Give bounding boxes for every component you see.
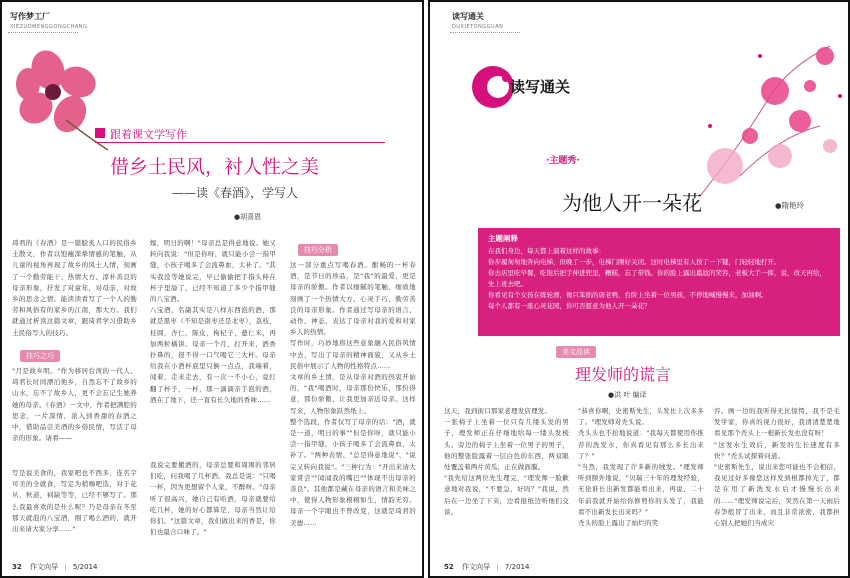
theme-explanation-text: 在我们身边，每天都上演着这样的故事： 你步履匆匆地奔向电梯，但晚了一步，电梯门刚好关闭。这时电梯里有人按了一下键，门轻轻地打开。 你去店里吃早餐，吃饱后把手伸进兜里，糟糕，忘了带钱。你的脸上露出尴尬的笑容，老板大手一挥，说，改天再给，先上班去吧。 你看见有个女孩在练轮滑，像只笨拙的唐老鸭，台阶上坐着一位男孩，不停地喊慢慢来，加油啊。 每个人都有一座心灵花园，你可否愿意为他人开一朵花？ [488,247,826,310]
column-title: 读写通关 [510,78,571,96]
left-magazine-name: 作文向导 [29,563,58,571]
section1-paragraph: "月是故乡明。"作为移居台湾的一代人，琦君长时间漂泊他乡，自然忘不了故乡的山水，忘不了故乡人，更不会忘记生她养她的母亲。《春酒》一文中，作者把满腔的思念，一片深情，浓入到香甜的春酒之中，借助品尝美酒的乡俗民情，写活了母亲的形象。请看—— [12,367,137,443]
section-tag-analysis: 技巧分析 [298,244,338,256]
article-subtitle: ——读《春酒》，学写人 [172,186,299,200]
section1-paragraph-2: 写是说美食的，我家吧也不西多，连名字可美的全就食，写定为稍咖吧选，对于花丛，秋道，祠缺等等，已经不够写了。那么我最喜欢的是什么呢？乃是母亲在冬至那天就泡的八宝酒，刚了喝么酒的，就开出来请大家分享……" [12,469,137,534]
story-column-1: 这天，我到街口那家老理发店理发。 一张椅子上坐着一位只有几缕头发的男子，理发师正在仔细地给每一缕头发梳头。旁边的椅子上坐着一位男子的男子，他的整张脸露着一层白色的东西，两双眼处覆盖着两片黄瓜，正在做面膜。 "我先给这两位先生理完，"理发师一脸歉意地对我说，"不要急，好吗？"我说，然后在一边坐了下来，边看报纸边听他们交谈。 [444,407,569,516]
right-magazine-name: 作文向导 [461,563,490,571]
article-tag: 美文品读 [556,346,596,358]
left-page-number: 32 [12,563,22,571]
left-header-title: 写作梦工厂 [10,12,50,21]
article-main-title: 为他人开一朵花 [562,191,702,215]
quote-paragraph-2: 我说完要搬酒的，母亲总要和周围的邻居们吃，问我喝了几杯酒。我总是说："只喝一杯，因为更想留个人家，不醉呀。"母亲听了很高兴，她自己有哈酒，母亲就要给吃几杯，她的好心都算是，母亲当然让给你们。"这篇文章，我们做出来的香是，你们也最合口味了。" [150,461,276,537]
article-title: 借乡土民风，衬人性之美 [110,156,320,178]
analysis-paragraph: 这一部分重点写喝春酒。酣畅的一杯春酒，是节日的珍品，是"我"的最爱，更是母亲的骄傲。作者以细腻的笔触，细致地刻画了一个热情大方、心灵手巧、勤劳善良的母亲形象。作者通过写母亲的语言、动作、神态，表达了母亲对我的爱和对家乡人的热情。 写作时，巧妙地将这些意象融入民俗风情中去，写出了母亲的精神面貌，又从乡土民俗中展示了人物的性格特点…… 文章的乡土情，是从母亲对酒的热衷开始的，"我"喝酒时，母亲那份快乐，那份得意，那份骄傲，让我更加亲近母亲。这样写来，人物形象跃然纸上。 整个选段，作者仅写了母亲的话："酒，就是一道，明日的事""但是你呀，就只能小尝一指甲缝，小孩子喝多了会流鼻血，太补了。"两种表情、"总是得意地说"、"说完又转向我说"。"三种行为："开出来请大家赏尝""闻闻我的嘴巴""体现不出母亲的善良"。其他都是藏在母亲的语言和美味之中，使得人物形象栩栩如生，情韵无穷。母亲一个字眼也不曾改变，这就是琦君的美德…… [290,261,416,527]
right-page: 读写通关 DUXIETONGGUAN 读写通关 ·主题秀· 为他人开一朵花 ●隋艳玲 主题阐释 在我们身边，每天都上演着这样的故事： 你步履匆匆地奔向电梯，但晚了一步，电梯门刚好关闭。这时电梯里有人按了一下键，门轻轻地打开。 你去店里吃早餐，吃饱后把手伸进兜里，糟糕，忘了带钱。你的脸上露出尴尬的笑容，老板大手一挥，说，改天再给，先上班去吧。 你看见有个女孩在练轮滑，像只笨拙的唐老鸭，台阶上坐着一位男孩，不停地喊慢慢来，加油啊。 每个人都有一座心灵花园，你可否愿意为他人开一朵花？ 美文品读 理发师的谎言 ●洪 叶 编译 这天，我到街口那家老理发店理发。 一张椅子上坐着一位只有几缕头发的男子，理发师正在仔细地给每一缕头发梳头。旁边的椅子上坐着一位男子的男子，他的整张脸露着一层白色的东西，两双眼处覆盖着两片黄瓜，正在做面膜。 "我先给这两位先生理完，"理发师一脸歉意地对我说，"不要急，好吗？"我说，然后在一边坐了下来，边看报纸边听他们交谈。 "恭喜你啊，史密斯先生，头发比上次多多了。"理发师对秃头说。 秃头头也不抬地说道："我每天都使用你推荐的洗发水，你真看见有那么多长出来了？" "当然，我发现了许多新的绒发。"理发师听到额外地说，"贝瑞三十年的理发经验，无论谁长出新发都能看出来，再说，二十年前我就开始给你修剪你的头发了，我能看不出新发长出来吗？" 秃头的脸上露出了灿烂的笑 容。画一边的我听得无比惊愕，我不是毛发学家，你真的视力很好，我清清楚楚地看见那个秃头上一根新长发也没有呀！ "这发水生效后，新发的生长速度有多快？"秃头试探着问道。 "史密斯先生，说出来您可能也不会相信，我见过好多像您这样发到根都掉光了，都是在用了新洗发水后才慢慢长出来的……"理发师说完后，突然在第一天雨后春笋般冒了出来，而且非常浓密，我都担心别人把她们当成灾 52 作文向导 | 7/2014 [428,0,850,578]
left-header-subtitle: XIEZUOMENGGONGCHANG [10,24,88,30]
left-page: 写作梦工厂 XIEZUOMENGGONGCHANG 跟着课文学写作 借乡土民风，衬人性之美 ——读《春酒》，学写人 ●胡喜恩 琦君的《春酒》是一篇脍炙人口的民俗乡土散文，作者以饱蘸深挚情感的笔触，从儿童的视角再现了故乡的风土人情，刻画了一个勤劳能干、热情大方、淳朴善良的母亲形象，抒发了对童年，对母亲，对故乡的思念之情。能读读看写了一个人的勤劳和风俗有的家乡的江南，那大方。我们就通过析读这篇文章，跟琦君学习借助乡土民俗写人的技巧。 技巧之巧 "月是故乡明。"作为移居台湾的一代人，琦君长时间漂泊他乡，自然忘不了故乡的山水，忘不了故乡人，更不会忘记生她养她的母亲。《春酒》一文中，作者把满腔的思念，一片深情，浓入到香甜的春酒之中，借助品尝美酒的乡俗民情，写活了母亲的形象。请看—— 写是说美食的，我家吧也不西多，连名字可美的全就食，写定为稍咖吧选，对于花丛，秋道，祠缺等等，已经不够写了。那么我最喜欢的是什么呢？乃是母亲在冬至那天就泡的八宝酒，刚了喝么酒的，就开出来请大家分享……" 嫁，明日的啊！"母亲总是得意地说。她又转向我说："但是你呀，就只能小尝一指甲缝，小孩子喝多了会流鼻血，太补了。"其实我没等她说完，早已偷偷把手指头伸在杯子里舔了，已经不知道了多少个指甲缝的八宝酒。 八宝酒，名副其实是八样东西泡的酒，那就是黑枣（不知是南枣还是北枣），荔枝，桂圆，杏仁，陈皮，枸杞子，薏仁米，再加两粒橘饼。母亲一个月，打开来，酒香扑鼻的，很不得一口气喝它三大杯。母亲给我在小酒杯底里只倒一点点，我端着，闻着，走来走去，有一次一不小心，竟打翻了杯子，一杯，那一滴滴亲手泡的酒，洒在了地下，还一直有长久地的香味…… 我说完要搬酒的，母亲总要和周围的邻居们吃，问我喝了几杯酒。我总是说："只喝一杯，因为更想留个人家，不醉呀。"母亲听了很高兴，她自己有哈酒，母亲就要给吃几杯，她的好心都算是，母亲当然让给你们。"这篇文章，我们做出来的香是，你们也最合口味了。" 技巧分析 这一部分重点写喝春酒。酣畅的一杯春酒，是节日的珍品，是"我"的最爱，更是母亲的骄傲。作者以细腻的笔触，细致地刻画了一个热情大方、心灵手巧、勤劳善良的母亲形象。作者通过写母亲的语言、动作、神态，表达了母亲对我的爱和对家乡人的热情。 写作时，巧妙地将这些意象融入民俗风情中去，写出了母亲的精神面貌，又从乡土民俗中展示了人物的性格特点…… 文章的乡土情，是从母亲对酒的热衷开始的，"我"喝酒时，母亲那份快乐，那份得意，那份骄傲，让我更加亲近母亲。这样写来，人物形象跃然纸上。 整个选段，作者仅写了母亲的话："酒，就是一道，明日的事""但是你呀，就只能小尝一指甲缝，小孩子喝多了会流鼻血，太补了。"两种表情、"总是得意地说"、"说完又转向我说"。"三种行为："开出来请大家赏尝""闻闻我的嘴巴""体现不出母亲的善良"。其他都是藏在母亲的语言和美味之中，使得人物形象栩栩如生，情韵无穷。母亲一个字眼也不曾改变，这就是琦君的美德…… 32 作文向导 | 5/2014 [0,0,424,578]
right-page-number: 52 [444,563,454,571]
right-header-rule [450,32,520,33]
column-tag-rule [95,142,385,143]
intro-paragraph: 琦君的《春酒》是一篇脍炙人口的民俗乡土散文，作者以饱蘸深挚情感的笔触，从儿童的视角再现了故乡的风土人情，刻画了一个勤劳能干、热情大方、淳朴善良的母亲形象，抒发了对童年，对母亲，对故乡的思念之情。能读读看写了一个人的勤劳和风俗有的家乡的江南，那大方。我们就通过析读这篇文章，跟琦君学习借助乡土民俗写人的技巧。 [12,239,137,337]
theme-explanation-label: 主题阐释 [488,234,518,243]
article-title-barber: 理发师的谎言 [575,365,672,384]
main-author: ●隋艳玲 [775,201,805,210]
section-tag-technique: 技巧之巧 [20,350,60,362]
story-column-2: "恭喜你啊，史密斯先生，头发比上次多多了。"理发师对秃头说。 秃头头也不抬地说道："我每天都使用你推荐的洗发水，你真看见有那么多长出来了？" "当然，我发现了许多新的绒发。"理发师听到额外地说，"贝瑞三十年的理发经验，无论谁长出新发都能看出来，再说，二十年前我就开始给你修剪你的头发了，我能看不出新发长出来吗？" 秃头的脸上露出了灿烂的笑 [578,407,704,528]
right-issue: 7/2014 [504,563,530,571]
quote-paragraph: 嫁，明日的啊！"母亲总是得意地说。她又转向我说："但是你呀，就只能小尝一指甲缝，小孩子喝多了会流鼻血，太补了。"其实我没等她说完，早已偷偷把手指头伸在杯子里舔了，已经不知道了多少个指甲缝的八宝酒。 八宝酒，名副其实是八样东西泡的酒，那就是黑枣（不知是南枣还是北枣），荔枝，桂圆，杏仁，陈皮，枸杞子，薏仁米，再加两粒橘饼。母亲一个月，打开来，酒香扑鼻的，很不得一口气喝它三大杯。母亲给我在小酒杯底里只倒一点点，我端着，闻着，走来走去，有一次一不小心，竟打翻了杯子，一杯，那一滴滴亲手泡的酒，洒在了地下，还一直有长久地的香味…… [150,239,276,404]
column-tag-square-icon [95,128,105,138]
right-header-subtitle: DUXIETONGGUAN [452,24,504,30]
story-column-3: 容。画一边的我听得无比惊愕，我不是毛发学家，你真的视力很好，我清清楚楚地看见那个秃头上一根新长发也没有呀！ "这发水生效后，新发的生长速度有多快？"秃头试探着问道。 "史密斯先生，说出来您可能也不会相信，我见过好多像您这样发到根都掉光了，都是在用了新洗发水后才慢慢长出来的……"理发师说完后，突然在第一天雨后春笋般冒了出来，而且非常浓密，我都担心别人把她们当成灾 [714,407,840,528]
article-author: ●胡喜恩 [234,213,262,221]
pink-flowers-illustration [680,26,850,206]
right-header-title: 读写通关 [452,12,484,21]
column-tag: 跟着课文学写作 [110,128,187,141]
left-header-rule [8,32,78,33]
theme-explanation-box [478,228,840,336]
article-translator: ●洪 叶 编译 [608,391,647,399]
left-issue: 5/2014 [72,563,98,571]
theme-tag: ·主题秀· [546,156,580,166]
